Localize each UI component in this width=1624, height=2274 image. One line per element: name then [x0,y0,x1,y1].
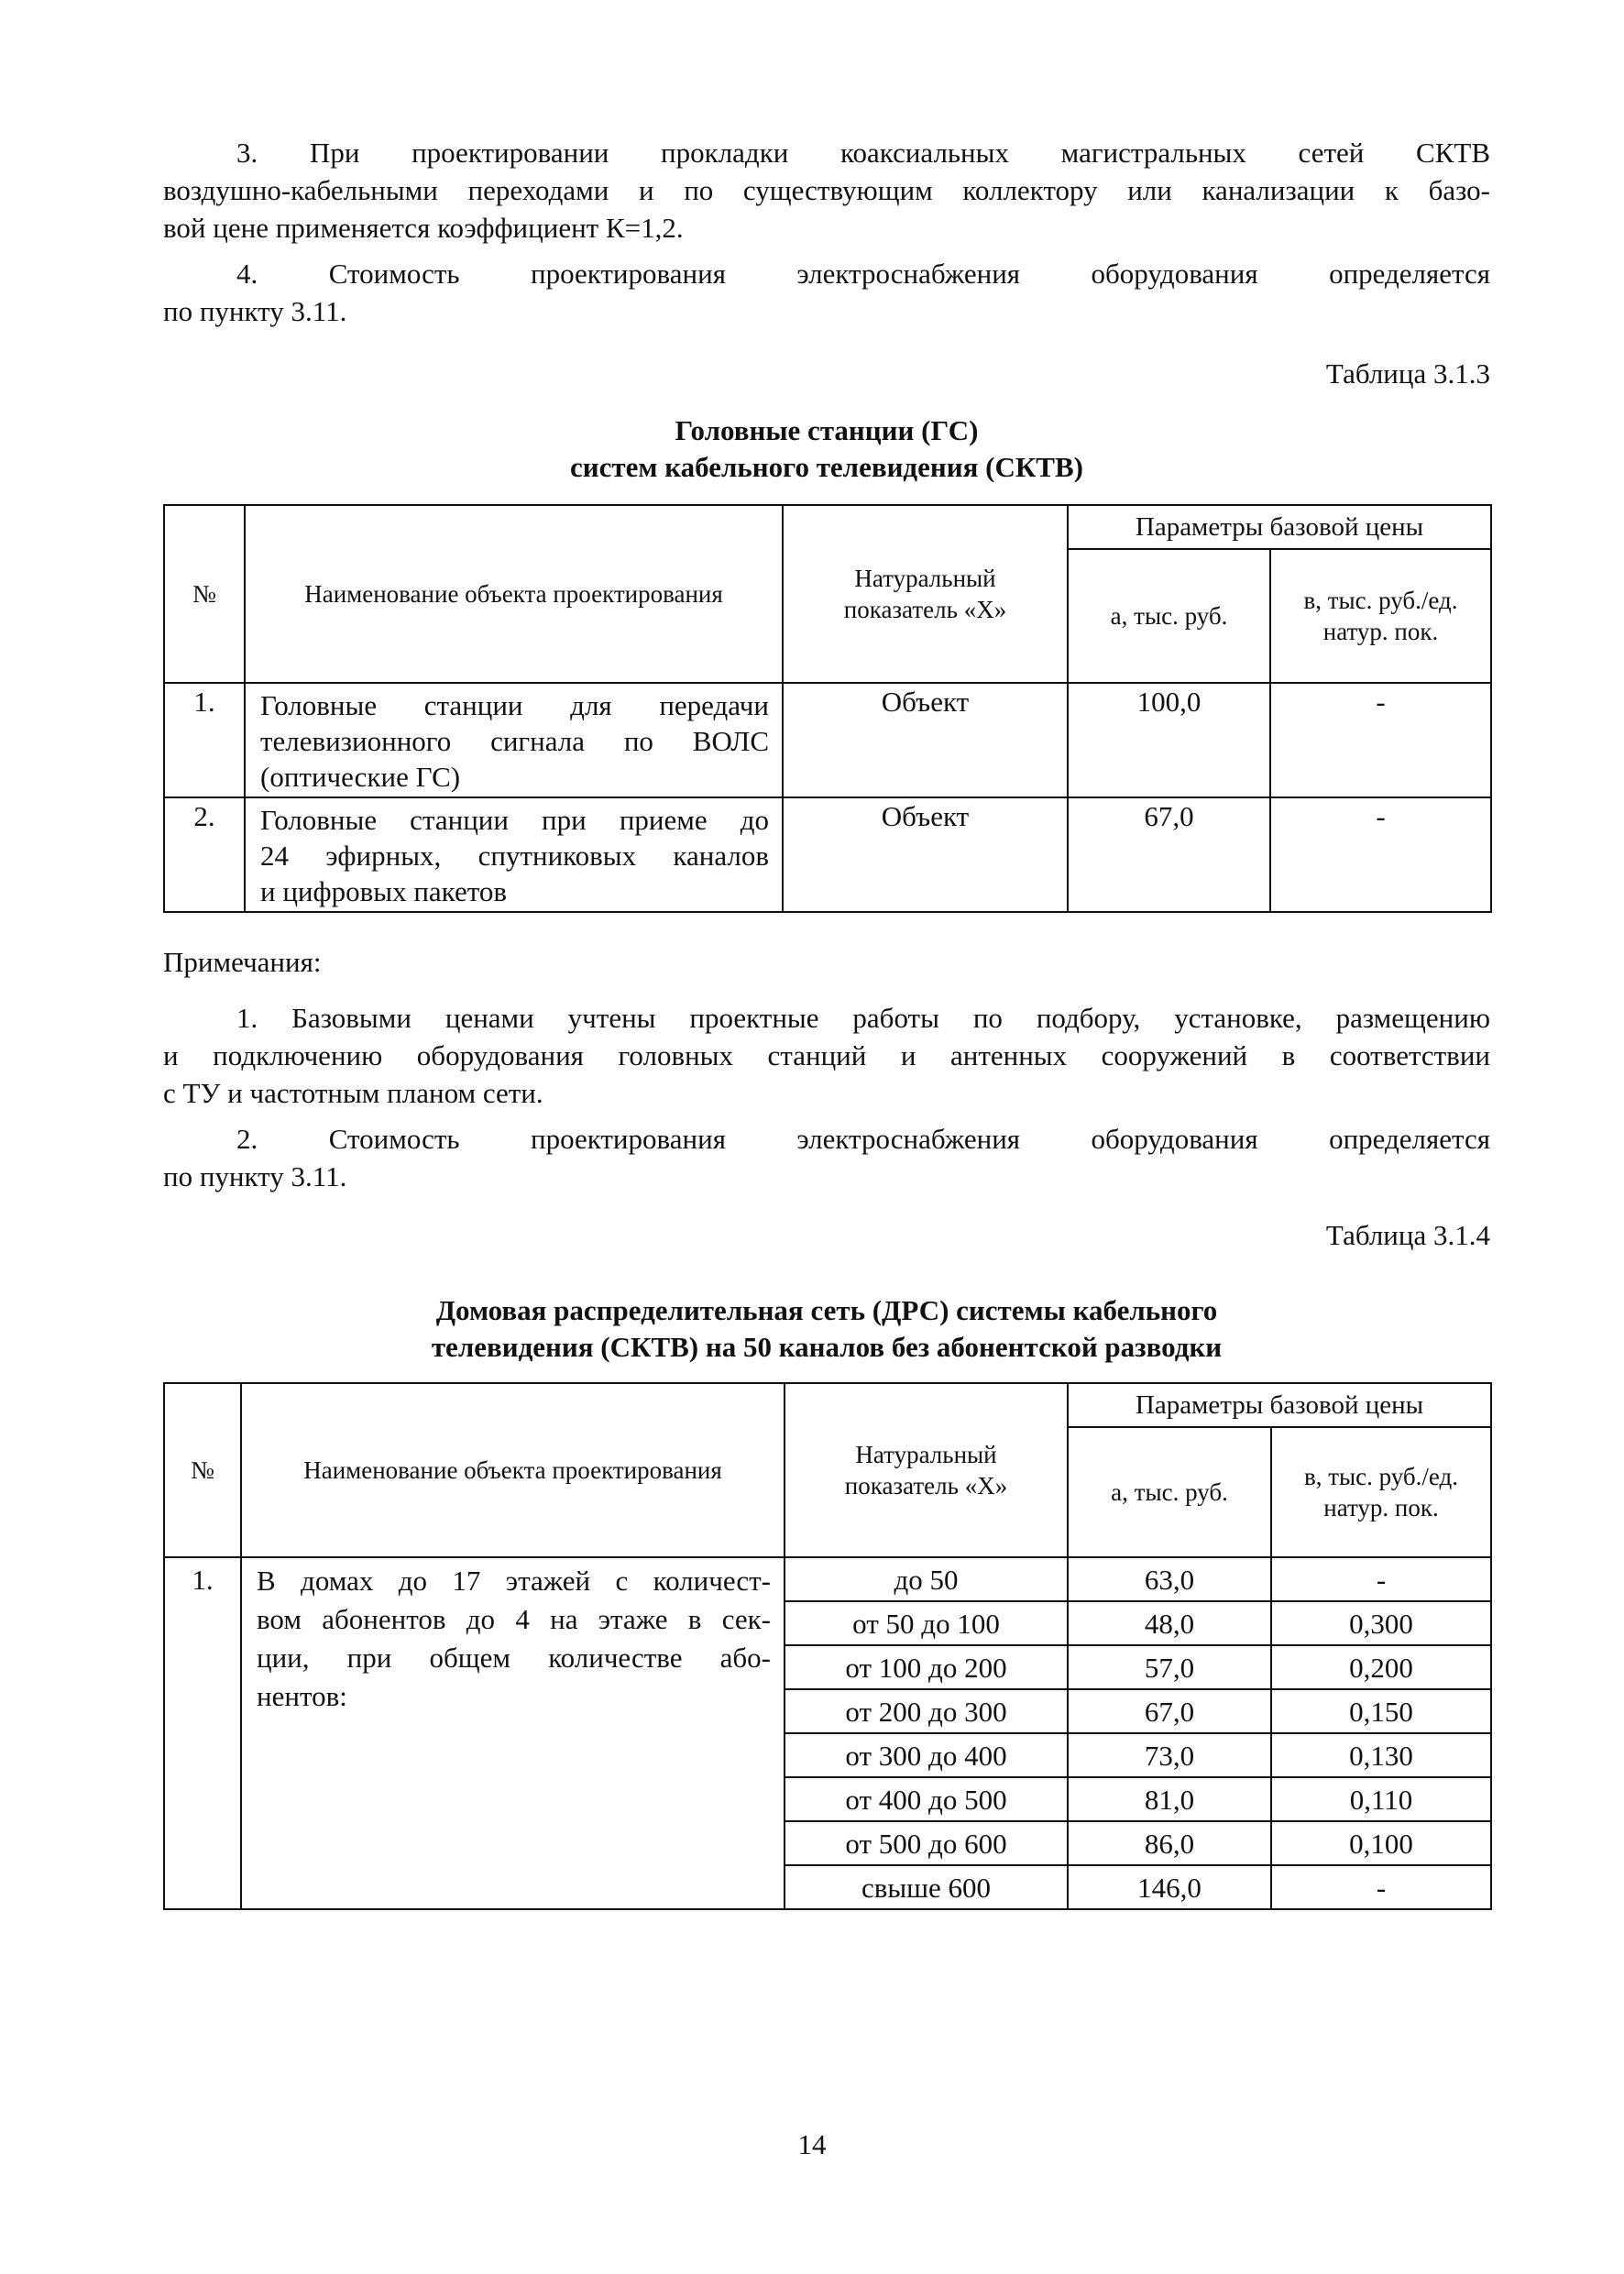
notes-heading: Примечания: [163,946,322,978]
table-title-line: телевидения (СКТВ) на 50 каналов без абонентской разводки [431,1331,1223,1363]
row-name [245,683,783,797]
row-natural: от 100 до 200 [785,1645,1068,1689]
paragraph-line: воздушно-кабельными переходами и по существующим коллектору или канализации к базо- [163,174,1490,206]
row-b: 0,200 [1271,1645,1491,1689]
row-b: 0,130 [1271,1733,1491,1777]
table-row [164,1557,1491,1601]
row-natural: до 50 [785,1557,1068,1601]
row-a: 67,0 [1068,1689,1271,1733]
table-title [163,1292,1490,1366]
row-name [245,797,783,912]
paragraph-line: по пункту 3.11. [163,1160,347,1192]
header-b: в, тыс. руб./ед. натур. пок. [1270,549,1491,683]
note-2 [163,1120,1490,1195]
row-b: - [1270,797,1491,912]
header-b: в, тыс. руб./ед. натур. пок. [1271,1427,1491,1557]
row-b: 0,110 [1271,1777,1491,1821]
row-num: 2. [164,797,245,912]
row-b: 0,300 [1271,1601,1491,1645]
row-a: 48,0 [1068,1601,1271,1645]
table-label: Таблица 3.1.3 [1325,357,1490,390]
page-number: 14 [797,2128,827,2160]
header-a: а, тыс. руб. [1068,1427,1271,1557]
row-natural: от 50 до 100 [785,1601,1068,1645]
table-title [163,412,1490,486]
header-params: Параметры базовой цены [1068,505,1491,549]
table-house-network [163,1382,1492,1910]
header-name: Наименование объекта проектирования [241,1383,785,1557]
row-natural: от 400 до 500 [785,1777,1068,1821]
table-title-line: Домовая распределительная сеть (ДРС) системы кабельного [435,1294,1218,1326]
table-row [164,797,1491,912]
header-num: № [164,505,245,683]
row-a: 146,0 [1068,1865,1271,1909]
row-natural: свыше 600 [785,1865,1068,1909]
row-a: 63,0 [1068,1557,1271,1601]
paragraph-line: 3. При проектировании прокладки коаксиальных магистральных сетей СКТВ [236,137,1490,169]
row-num: 1. [164,683,245,797]
row-a: 86,0 [1068,1821,1271,1865]
table-title-line: систем кабельного телевидения (СКТВ) [570,451,1083,483]
row-name-line: телевизионного сигнала по ВОЛС [260,725,769,757]
row-a: 73,0 [1068,1733,1271,1777]
row-name-line: Головные станции для передачи [260,689,769,721]
row-b: 0,150 [1271,1689,1491,1733]
header-num: № [164,1383,241,1557]
row-num: 1. [164,1557,241,1909]
table-row [164,683,1491,797]
row-name-line: вом абонентов до 4 на этаже в сек- [257,1603,771,1635]
row-natural: от 200 до 300 [785,1689,1068,1733]
paragraph-line: 1. Базовыми ценами учтены проектные работы по подбору, установке, размещению [236,1002,1490,1034]
row-natural: от 500 до 600 [785,1821,1068,1865]
header-params: Параметры базовой цены [1068,1383,1491,1427]
paragraph-3 [163,134,1490,247]
table-head-stations [163,504,1492,913]
row-name-line: В домах до 17 этажей с количест- [257,1565,771,1597]
row-a: 100,0 [1068,683,1270,797]
row-a: 57,0 [1068,1645,1271,1689]
paragraph-line: и подключению оборудования головных станций и антенных сооружений в соответствии [163,1039,1490,1071]
row-natural: Объект [783,683,1068,797]
row-b: - [1270,683,1491,797]
header-natural: Натуральный показатель «Х» [785,1383,1068,1557]
paragraph-line: 2. Стоимость проектирования электроснабжения оборудования определяется [236,1123,1490,1155]
row-b: 0,100 [1271,1821,1491,1865]
table-title-line: Головные станции (ГС) [675,414,979,446]
row-name-line: 24 эфирных, спутниковых каналов [260,840,769,872]
row-name-line: ции, при общем количестве або- [257,1642,771,1674]
paragraph-line: с ТУ и частотным планом сети. [163,1077,543,1109]
row-a: 67,0 [1068,797,1270,912]
row-name-line: и цифровых пакетов [260,875,507,907]
header-name: Наименование объекта проектирования [245,505,783,683]
paragraph-line: по пункту 3.11. [163,295,347,327]
row-name-line: (оптические ГС) [260,761,461,793]
row-name-line: нентов: [257,1680,347,1712]
row-b: - [1271,1557,1491,1601]
paragraph-line: вой цене применяется коэффициент К=1,2. [163,212,684,244]
row-a: 81,0 [1068,1777,1271,1821]
table-label: Таблица 3.1.4 [1325,1219,1490,1251]
row-natural: от 300 до 400 [785,1733,1068,1777]
paragraph-line: 4. Стоимость проектирования электроснабжения оборудования определяется [236,258,1490,290]
header-natural: Натуральный показатель «Х» [783,505,1068,683]
header-a: а, тыс. руб. [1068,549,1270,683]
paragraph-4 [163,255,1490,330]
row-name [241,1557,785,1909]
row-b: - [1271,1865,1491,1909]
note-1 [163,999,1490,1112]
row-natural: Объект [783,797,1068,912]
row-name-line: Головные станции при приеме до [260,804,769,836]
